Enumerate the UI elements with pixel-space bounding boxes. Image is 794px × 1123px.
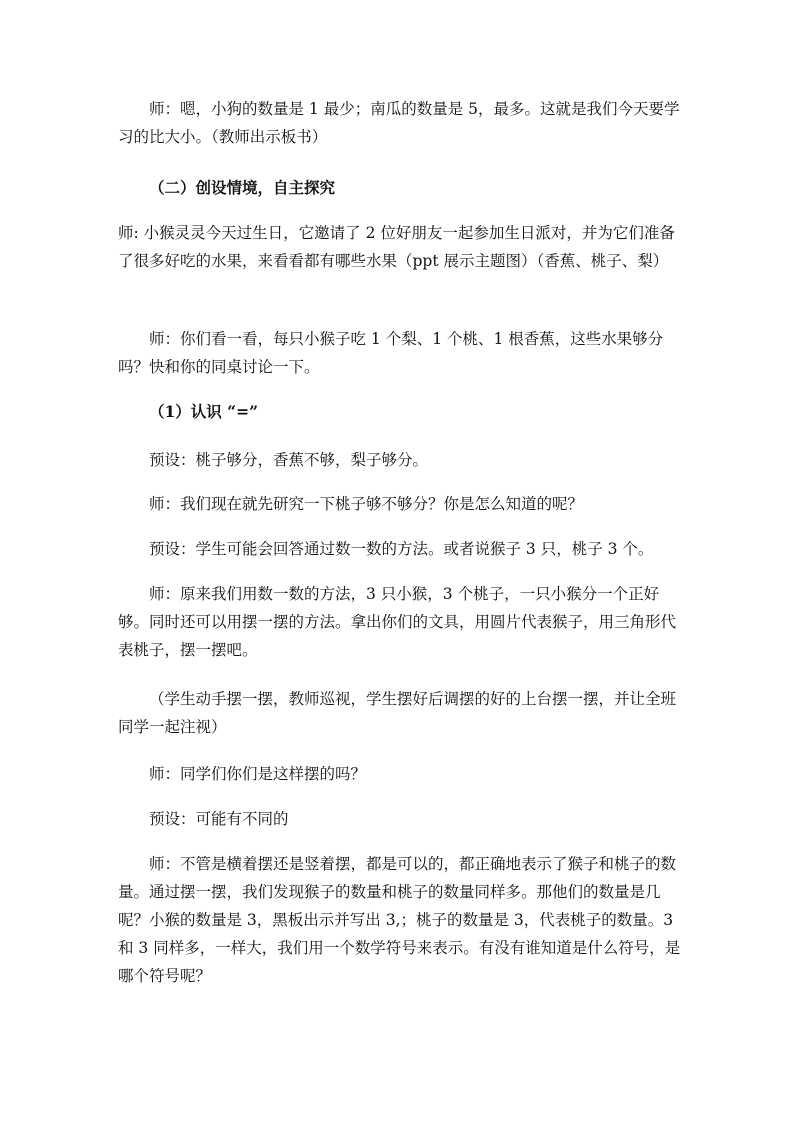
paragraph-teacher-count: 师：原来我们用数一数的方法，3 只小猴，3 个桃子，一只小猴分一个正好够。同时还可以用摆一摆的方法。拿出你们的文具，用圆片代表猴子，用三角形代表桃子，摆一摆吧。	[118, 585, 677, 659]
paragraph-teacher-summary: 师：不管是横着摆还是竖着摆，都是可以的，都正确地表示了猴子和桃子的数量。通过摆一摆，我们发现猴子的数量和桃子的数量同样多。那他们的数量是几呢？小猴的数量是 3，黑板出示并写出 3,；桃子的数量是 3，代表桃子的数量。3 和 3 同样多，一样大，我们用一个数学符号来表示。有没有谁知道是什么符号，是哪个符号呢？	[118, 855, 681, 985]
paragraph-student-activity: （学生动手摆一摆，教师巡视，学生摆好后调摆的好的上台摆一摆，并让全班同学一起注视）	[118, 690, 677, 736]
section-heading-explore: （二）创设情境，自主探究	[149, 178, 336, 197]
paragraph-teacher-peach: 师：我们现在就先研究一下桃子够不够分？你是怎么知道的呢？	[149, 495, 584, 513]
paragraph-monkey-birthday: 师: 小猴灵灵今天过生日，它邀请了 2 位好朋友一起参加生日派对，并为它们准备了很多好吃的水果，来看看都有哪些水果（ppt 展示主题图）（香蕉、桃子、梨）	[118, 224, 675, 270]
subheading-equal-sign: （1）认识 “=”	[149, 402, 258, 421]
paragraph-fruit-question: 师：你们看一看，每只小猴子吃 1 个梨、1 个桃、1 根香蕉，这些水果够分吗？快和你的同桌讨论一下。	[118, 330, 664, 376]
paragraph-prediction-2: 预设：学生可能会回答通过数一数的方法。或者说猴子 3 只，桃子 3 个。	[149, 540, 654, 558]
paragraph-teacher-ask: 师：同学们你们是这样摆的吗？	[149, 765, 367, 783]
paragraph-prediction-3: 预设：可能有不同的	[149, 810, 289, 828]
paragraph-prediction-1: 预设：桃子够分，香蕉不够，梨子够分。	[149, 451, 429, 469]
paragraph-teacher-intro: 师：嗯，小狗的数量是 1 最少；南瓜的数量是 5，最多。这就是我们今天要学习的比大小。（教师出示板书）	[118, 100, 680, 146]
